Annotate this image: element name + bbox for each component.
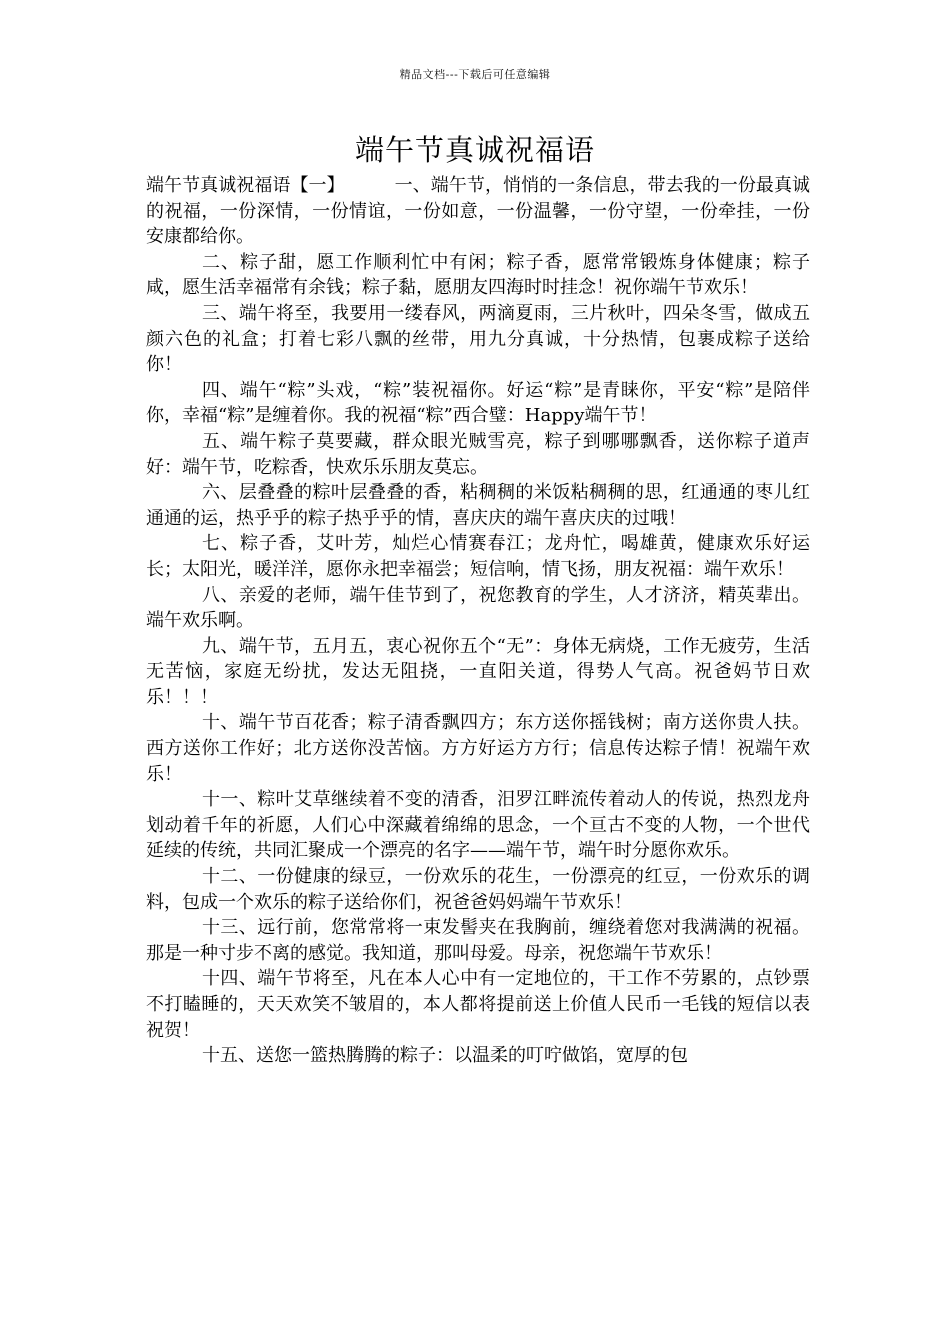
paragraph-7: 七、粽子香，艾叶芳，灿烂心情赛春江；龙舟忙，喝雄黄，健康欢乐好运长；太阳光，暖洋洋，愿你永把幸福尝；短信响，情飞扬，朋友祝福：端午欢乐！ [146,533,810,580]
paragraph-10: 十、端午节百花香；粽子清香飘四方；东方送你摇钱树；南方送你贵人扶。西方送你工作好；北方送你没苦恼。方方好运方方行；信息传达粽子情！祝端午欢乐！ [146,712,810,785]
paragraph-9: 九、端午节，五月五，衷心祝你五个“无”：身体无病烧，工作无疲劳，生活无苦恼，家庭无纷扰，发达无阻挠，一直阳关道，得势人气高。祝爸妈节日欢乐！！！ [146,635,810,708]
paragraph-8: 八、亲爱的老师，端午佳节到了，祝您教育的学生，人才济济，精英辈出。端午欢乐啊。 [146,584,810,632]
paragraph-11: 十一、粽叶艾草继续着不变的清香，汨罗江畔流传着动人的传说，热烈龙舟划动着千年的祈愿，人们心中深藏着绵绵的思念，一个亘古不变的人物，一个世代延续的传统，共同汇聚成一个漂亮的名字——端午节，端午时分愿你欢乐。 [146,789,810,862]
page-header: 精品文档---下载后可任意编辑 [399,68,551,81]
paragraph-3: 三、端午将至，我要用一缕春风，两滴夏雨，三片秋叶，四朵冬雪，做成五颜六色的礼盒；打着七彩八飘的丝带，用九分真诚，十分热情，包裹成粽子送给你！ [146,302,810,376]
paragraph-4: 四、端午“粽”头戏，“粽”装祝福你。好运“粽”是青睐你，平安“粽”是陪伴你，幸福“粽”是缠着你。我的祝福“粽”西合璧：Happy端午节！ [146,379,810,427]
paragraph-13: 十三、远行前，您常常将一束发髻夹在我胸前，缠绕着您对我满满的祝福。那是一种寸步不离的感觉。我知道，那叫母爱。母亲，祝您端午节欢乐！ [146,917,810,964]
paragraph-14: 十四、端午节将至，凡在本人心中有一定地位的，干工作不劳累的，点钞票不打瞌睡的，天天欢笑不皱眉的，本人都将提前送上价值人民币一毛钱的短信以表祝贺！ [146,968,810,1041]
document-body [146,173,810,1069]
section-label: 端午节真诚祝福语【一】 [146,175,345,196]
intro-paragraph [146,173,810,250]
paragraph-6: 六、层叠叠的粽叶层叠叠的香，粘稠稠的米饭粘稠稠的思，红通通的枣儿红通通的运，热乎乎的粽子热乎乎的情，喜庆庆的端午喜庆庆的过哦！ [146,482,810,529]
paragraph-15: 十五、送您一篮热腾腾的粽子：以温柔的叮咛做馅，宽厚的包 [202,1045,688,1067]
document-title: 端午节真诚祝福语 [354,133,595,167]
paragraph-5: 五、端午粽子莫要藏，群众眼光贼雪亮，粽子到哪哪飘香，送你粽子道声好：端午节，吃粽香，快欢乐乐朋友莫忘。 [146,430,810,478]
paragraph-12: 十二、一份健康的绿豆，一份欢乐的花生，一份漂亮的红豆，一份欢乐的调料，包成一个欢乐的粽子送给你们，祝爸爸妈妈端午节欢乐！ [146,866,810,913]
paragraph-2: 二、粽子甜，愿工作顺利忙中有闲；粽子香，愿常常锻炼身体健康；粽子咸，愿生活幸福常有余钱；粽子黏，愿朋友四海时时挂念！祝你端午节欢乐！ [146,251,810,299]
paragraph-text: 一、端午节，悄悄的一条信息，带去我的一份最真诚的祝福，一份深情，一份情谊，一份如意，一份温馨，一份守望，一份牵挂，一份安康都给你。 [146,175,811,248]
